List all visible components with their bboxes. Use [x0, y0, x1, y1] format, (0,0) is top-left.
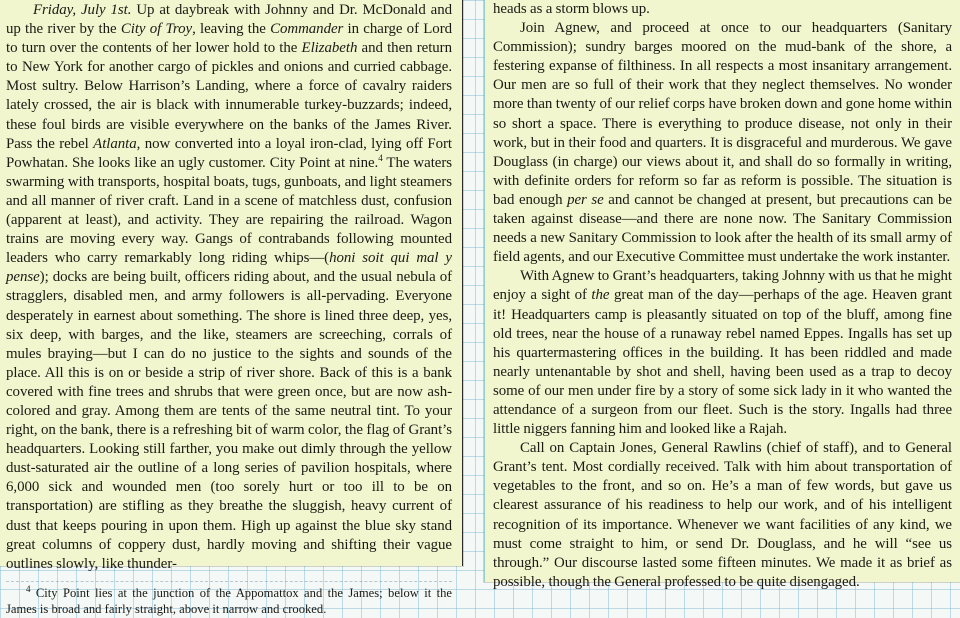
text-run: The waters swarming with transports, hospital boats, tugs, gunboats, and light steamers and all manner of river craft. Land in a scene of matchless dust, confusion (apparent at least), and activity. They are repairing the railroad. Wagon trains are moving every way. Gangs of contrabands following mounted leaders who carry remarkably long riding whips—( — [6, 154, 452, 267]
ship-name: Atlanta — [93, 135, 137, 152]
text-run: , now converted into a loyal iron-clad, lying off Fort Powhatan. She looks like an ugly customer. City Point at nine. — [6, 135, 452, 171]
footnote-reference: 4 — [378, 152, 383, 163]
right-column-clipping — [484, 0, 960, 590]
diary-entry-paragraph — [6, 1, 452, 574]
paragraph-sanitary-commission — [493, 19, 952, 267]
entry-date: Friday, July 1st. — [33, 2, 132, 18]
text-run: Join Agnew, and proceed at once to our headquarters (Sanitary Commission); sundry barges moored on the mud-bank of the shore, a festering expanse of filthiness. In all respects a most insanitary arrangement. Our men are so full of their work that they neglect themselves. No wonder more than twenty of our relief corps have broken down and gone home within so short a space. There is everything to produce disease, not only in their work, but in their food and quarters. It is disgraceful and murderous. We gave Douglass (in charge) our views about it, and shall do so formally in writing, with definite orders for reform so far as reform is possible. The situation is bad enough — [493, 20, 952, 208]
ship-name: Elizabeth — [301, 40, 358, 57]
text-run: ); docks are being built, officers riding about, and the usual nebula of stragglers, disabled men, and army followers is all-pervading. Everyone desperately in earnest about something. The shore is lined three deep, yes, six deep, with barges, and the like, steamers are screeching, corrals of mules braying—but I can do no justice to the sights and sounds of the place. All this is on or beside a strip of river shore. Back of this is a bank covered with fine trees and shrubs that were green once, but are now ash-colored and gray. Among them are tents of the same neutral tint. To your right, on the bank, there is a refreshing bit of warm color, the flag of Grant’s headquarters. Looking still farther, you make out dimly through the yellow dust-saturated air the outline of a long series of pavilion hospitals, where 6,000 sick and wounded men (too sorely hurt or too ill to be on transportation) are stifling as they breathe the sluggish, heavy current of dust that keeps pouring in upon them. High up against the blue sky stand great columns of coppery dust, hardly moving and shifting their vague outlines slowly, like thunder- — [6, 269, 452, 572]
text-run: With Agnew to Grant’s headquarters, taking Johnny with us that he might enjoy a sight of — [493, 268, 952, 304]
left-column-clipping — [0, 0, 463, 617]
paragraph-grant-tent: Call on Captain Jones, General Rawlins (chief of staff), and to General Grant’s tent. Most cordially received. Talk with him about transportation of vegetables to the front, and so on. He’s a man of few words, but gave us clearest assurance of his readiness to help our work, and of his intelligent recognition of its importance. Whenever we want facilities of any kind, we must come straight to him, or send Dr. Douglass, and he will “see us through.” Our discourse lasted some fifteen minutes. We made it as brief as possible, though the General professed to be quite disengaged. — [493, 440, 952, 590]
continuation-line: heads as a storm blows up. — [493, 1, 650, 17]
motto: honi soit qui mal y pense — [6, 250, 452, 286]
ship-name: City of Troy — [120, 21, 193, 38]
footnote-text: City Point lies at the junction of the Appomattox and the James; below it the James is broad and fairly straight, above it narrow and crooked. — [6, 585, 452, 617]
text-run: Up at daybreak with Johnny and Dr. McDonald and up the river by the — [6, 2, 453, 38]
footnote — [6, 585, 452, 618]
text-run: great man of the day—perhaps of the age. Heaven grant it! Headquarters camp is pleasantly situated on top of the bluff, among fine old trees, near the house of a runaway rebel named Eppes. Ingalls has set up his quartermastering offices in the building. It has been riddled and made nearly untenantable by shot and shell, having been used as a trap to decoy some of our men under fire by a story of some sick lady in it who wanted the attendance of a surgeon from our fleet. Such is the story. Ingalls had three little niggers fanning him and looked like a Rajah. — [493, 287, 952, 438]
text-run: , leaving the — [192, 21, 271, 38]
text-run: and then return to New York for another cargo of pickles and onions and curried cabbage. Most sultry. Below Harrison’s Landing, where a force of cavalry raiders lately crossed, the air is black with innumerable turkey-buzzards; indeed, these foul birds are visible everywhere on the banks of the James River. Pass the rebel — [6, 40, 452, 152]
text-run: in charge of Lord to turn over the contents of her lower hold to the — [6, 21, 453, 57]
footnote-marker: 4 — [26, 583, 31, 594]
paragraph-grant-headquarters — [493, 267, 952, 439]
ship-name: Commander — [270, 21, 344, 38]
text-run: and cannot be changed at present, but precautions can be taken against disease—and there are none now. The Sanitary Commission needs a new Sanitary Commission to look after the health of its small army of field agents, and our Executive Committee must undertake the work instanter. — [493, 191, 952, 266]
emphasis: the — [591, 287, 610, 304]
latin-phrase: per se — [567, 191, 604, 208]
